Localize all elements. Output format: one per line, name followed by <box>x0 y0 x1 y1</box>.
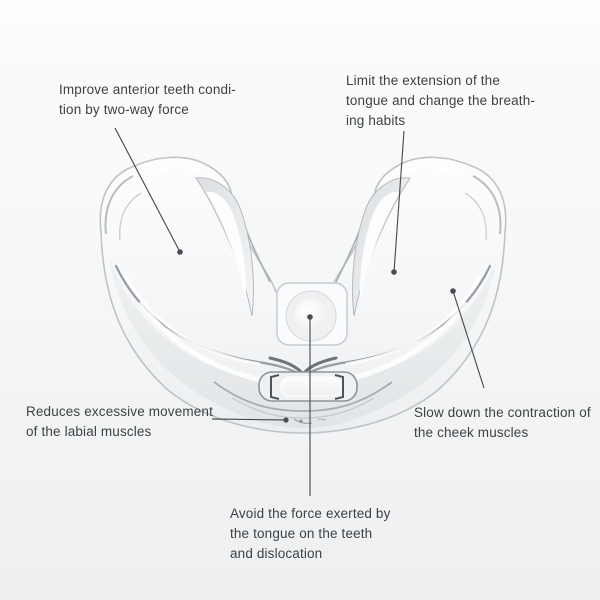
bottom-clasp <box>259 372 357 401</box>
annotation-text-line: of the labial muscles <box>26 424 152 439</box>
callout-dot-bottom-right <box>450 288 456 294</box>
callout-dot-top-left <box>177 249 183 255</box>
annotation-top-left <box>59 80 236 120</box>
annotation-text-line: tongue and change the breath- <box>346 93 535 108</box>
annotation-text-line: the cheek muscles <box>414 425 529 440</box>
mouthguard-body <box>100 157 505 433</box>
annotation-text-line: ing habits <box>346 113 406 128</box>
annotation-text-line: Improve anterior teeth condi- <box>59 82 236 97</box>
annotation-text-line: and dislocation <box>230 546 323 561</box>
annotation-bottom-center <box>230 504 391 564</box>
annotation-bottom-right <box>414 403 591 443</box>
annotation-text-line: Slow down the contraction of <box>414 405 591 420</box>
annotation-text-line: tion by two-way force <box>59 102 189 117</box>
callout-dot-bottom-left <box>283 417 288 422</box>
annotation-top-right <box>346 71 535 131</box>
annotation-text-line: Limit the extension of the <box>346 73 500 88</box>
annotation-bottom-left <box>26 402 213 442</box>
bottom-detail-dot <box>300 420 303 423</box>
annotation-text-line: Avoid the force exerted by <box>230 506 391 521</box>
callout-dot-bottom-center <box>307 314 313 320</box>
annotation-text-line: the tongue on the teeth <box>230 526 373 541</box>
annotation-text-line: Reduces excessive movement <box>26 404 213 419</box>
callout-dot-top-right <box>391 269 397 275</box>
center-tab <box>277 283 347 345</box>
